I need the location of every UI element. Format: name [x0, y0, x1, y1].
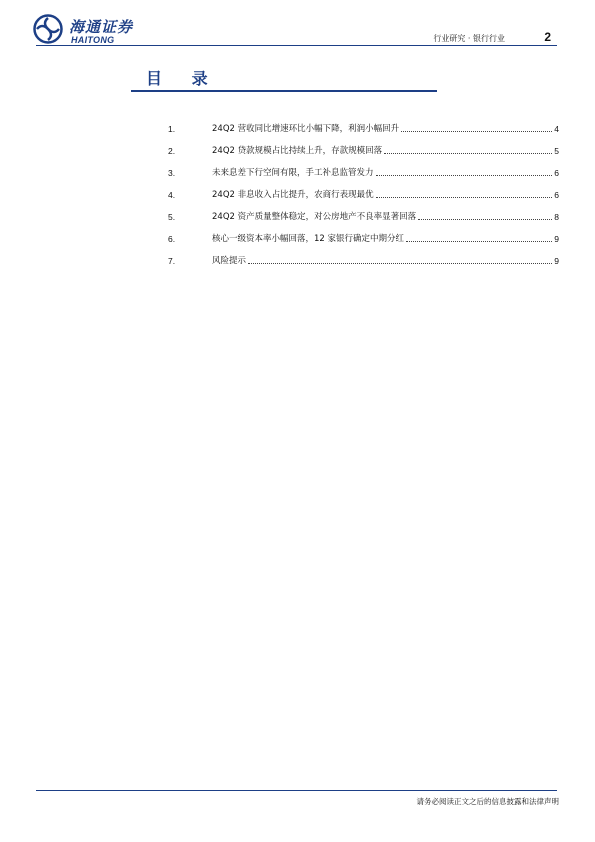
toc-item-title: 未来息差下行空间有限，手工补息监管发力	[212, 168, 374, 178]
toc-item-title: 风险提示	[212, 256, 247, 266]
footer-divider	[36, 790, 557, 791]
toc-item-page: 9	[554, 234, 559, 244]
toc-item-number: 7.	[168, 256, 176, 266]
toc-item-number: 1.	[168, 124, 176, 134]
toc-item[interactable]	[168, 186, 559, 200]
logo-chinese-name: 海通证券	[69, 18, 134, 36]
toc-item-number: 4.	[168, 190, 176, 200]
header-divider	[36, 45, 557, 46]
toc-item-number: 6.	[168, 234, 176, 244]
toc-item-title: 24Q2 营收同比增速环比小幅下降，利润小幅回升	[212, 124, 400, 134]
toc-item-page: 9	[554, 256, 559, 266]
toc-leader-dots	[248, 263, 552, 264]
haitong-logo	[33, 12, 153, 48]
toc-leader-dots	[401, 131, 552, 132]
toc-item-title: 24Q2 资产质量整体稳定，对公房地产不良率显著回落	[212, 212, 417, 222]
toc-leader-dots	[406, 241, 552, 242]
toc-item-title: 24Q2 非息收入占比提升，农商行表现最优	[212, 190, 374, 200]
toc-item-page: 8	[554, 212, 559, 222]
toc-item-page: 6	[554, 190, 559, 200]
toc-item[interactable]	[168, 208, 559, 222]
toc-leader-dots	[376, 197, 553, 198]
toc-leader-dots	[418, 219, 552, 220]
toc-leader-dots	[376, 175, 553, 176]
toc-item-page: 6	[554, 168, 559, 178]
toc-leader-dots	[384, 153, 552, 154]
toc-title: 目 录	[146, 69, 220, 88]
logo-english-name: HAITONG	[71, 35, 115, 45]
toc-item-page: 4	[554, 124, 559, 134]
toc-item-title: 24Q2 贷款规模占比持续上升，存款规模回落	[212, 146, 383, 156]
toc-item[interactable]	[168, 142, 559, 156]
toc-item-page: 5	[554, 146, 559, 156]
toc-item-number: 2.	[168, 146, 176, 156]
toc-item-number: 3.	[168, 168, 176, 178]
toc-item[interactable]	[168, 230, 559, 244]
toc-title-underline	[131, 90, 437, 92]
footer-disclaimer: 请务必阅读正文之后的信息披露和法律声明	[416, 797, 559, 806]
toc-item[interactable]	[168, 164, 559, 178]
haitong-emblem-icon	[33, 14, 63, 44]
report-section-label: 行业研究 · 银行行业	[433, 34, 505, 43]
page-number: 2	[544, 30, 551, 44]
toc-item-title: 核心一级资本率小幅回落，12 家银行确定中期分红	[212, 234, 405, 244]
toc-item[interactable]	[168, 120, 559, 134]
toc-item-number: 5.	[168, 212, 176, 222]
toc-item[interactable]	[168, 252, 559, 266]
